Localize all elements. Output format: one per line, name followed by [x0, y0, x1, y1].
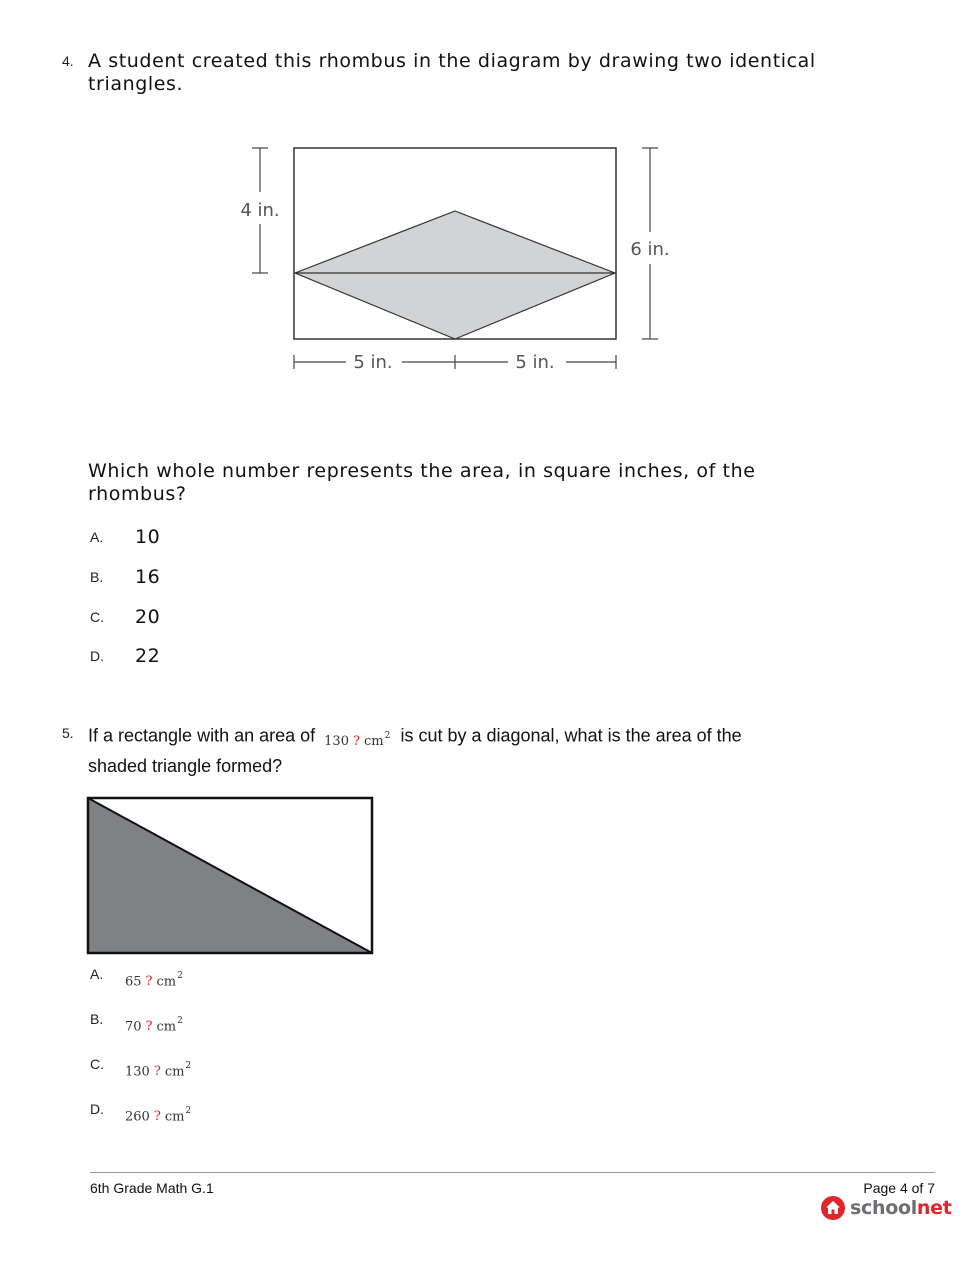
q5-option-a-value[interactable]: 65 ? $cm^2$: [125, 971, 183, 990]
question-5-text-line2: shaded triangle formed?: [88, 756, 283, 777]
question-5-area: 130 ? cm2: [324, 731, 391, 750]
option-c-value[interactable]: 20: [135, 606, 161, 628]
option-d-letter: D.: [90, 648, 104, 664]
label-6-in: 6 in.: [630, 239, 670, 260]
q5-option-b-letter: B.: [90, 1011, 104, 1027]
diagonal-rectangle-diagram: [86, 796, 376, 956]
schoolnet-logo: [820, 1195, 952, 1221]
question-4-number: 4.: [62, 53, 74, 69]
label-4-in: 4 in.: [240, 200, 280, 221]
logo-text-school: school: [850, 1197, 917, 1219]
q5-option-d-value[interactable]: 260 ? $cm^2$: [125, 1106, 192, 1125]
q5-option-a-letter: A.: [90, 966, 104, 982]
footer-page-number: Page 4 of 7: [863, 1180, 935, 1196]
label-5-in-right: 5 in.: [515, 352, 555, 373]
option-b-letter: B.: [90, 569, 104, 585]
question-4-prompt: Which whole number represents the area, in square inches, of the rhombus?: [88, 460, 756, 505]
q5-option-d-letter: D.: [90, 1101, 104, 1117]
question-5-text: [88, 720, 808, 781]
logo-text-net: net: [916, 1197, 952, 1219]
footer-course-title: 6th Grade Math G.1: [90, 1180, 214, 1196]
option-a-letter: A.: [90, 529, 104, 545]
question-5-text-after: is cut by a diagonal, what is the area of the: [400, 725, 742, 746]
option-d-value[interactable]: 22: [135, 645, 161, 667]
q5-option-c-letter: C.: [90, 1056, 104, 1072]
footer-divider: [90, 1172, 935, 1173]
rhombus-diagram: [220, 140, 690, 380]
option-c-letter: C.: [90, 609, 104, 625]
q5-option-c-value[interactable]: 130 ? $cm^2$: [125, 1061, 192, 1080]
option-b-value[interactable]: 16: [135, 566, 161, 588]
q5-option-b-value[interactable]: 70 ? $cm^2$: [125, 1016, 183, 1035]
option-a-value[interactable]: 10: [135, 526, 161, 548]
house-icon: [820, 1195, 846, 1221]
question-4-text: A student created this rhombus in the diagram by drawing two identical triangles.: [88, 50, 816, 95]
question-5-number: 5.: [62, 725, 74, 741]
label-5-in-left: 5 in.: [353, 352, 393, 373]
question-5-text-before: If a rectangle with an area of: [88, 725, 316, 746]
